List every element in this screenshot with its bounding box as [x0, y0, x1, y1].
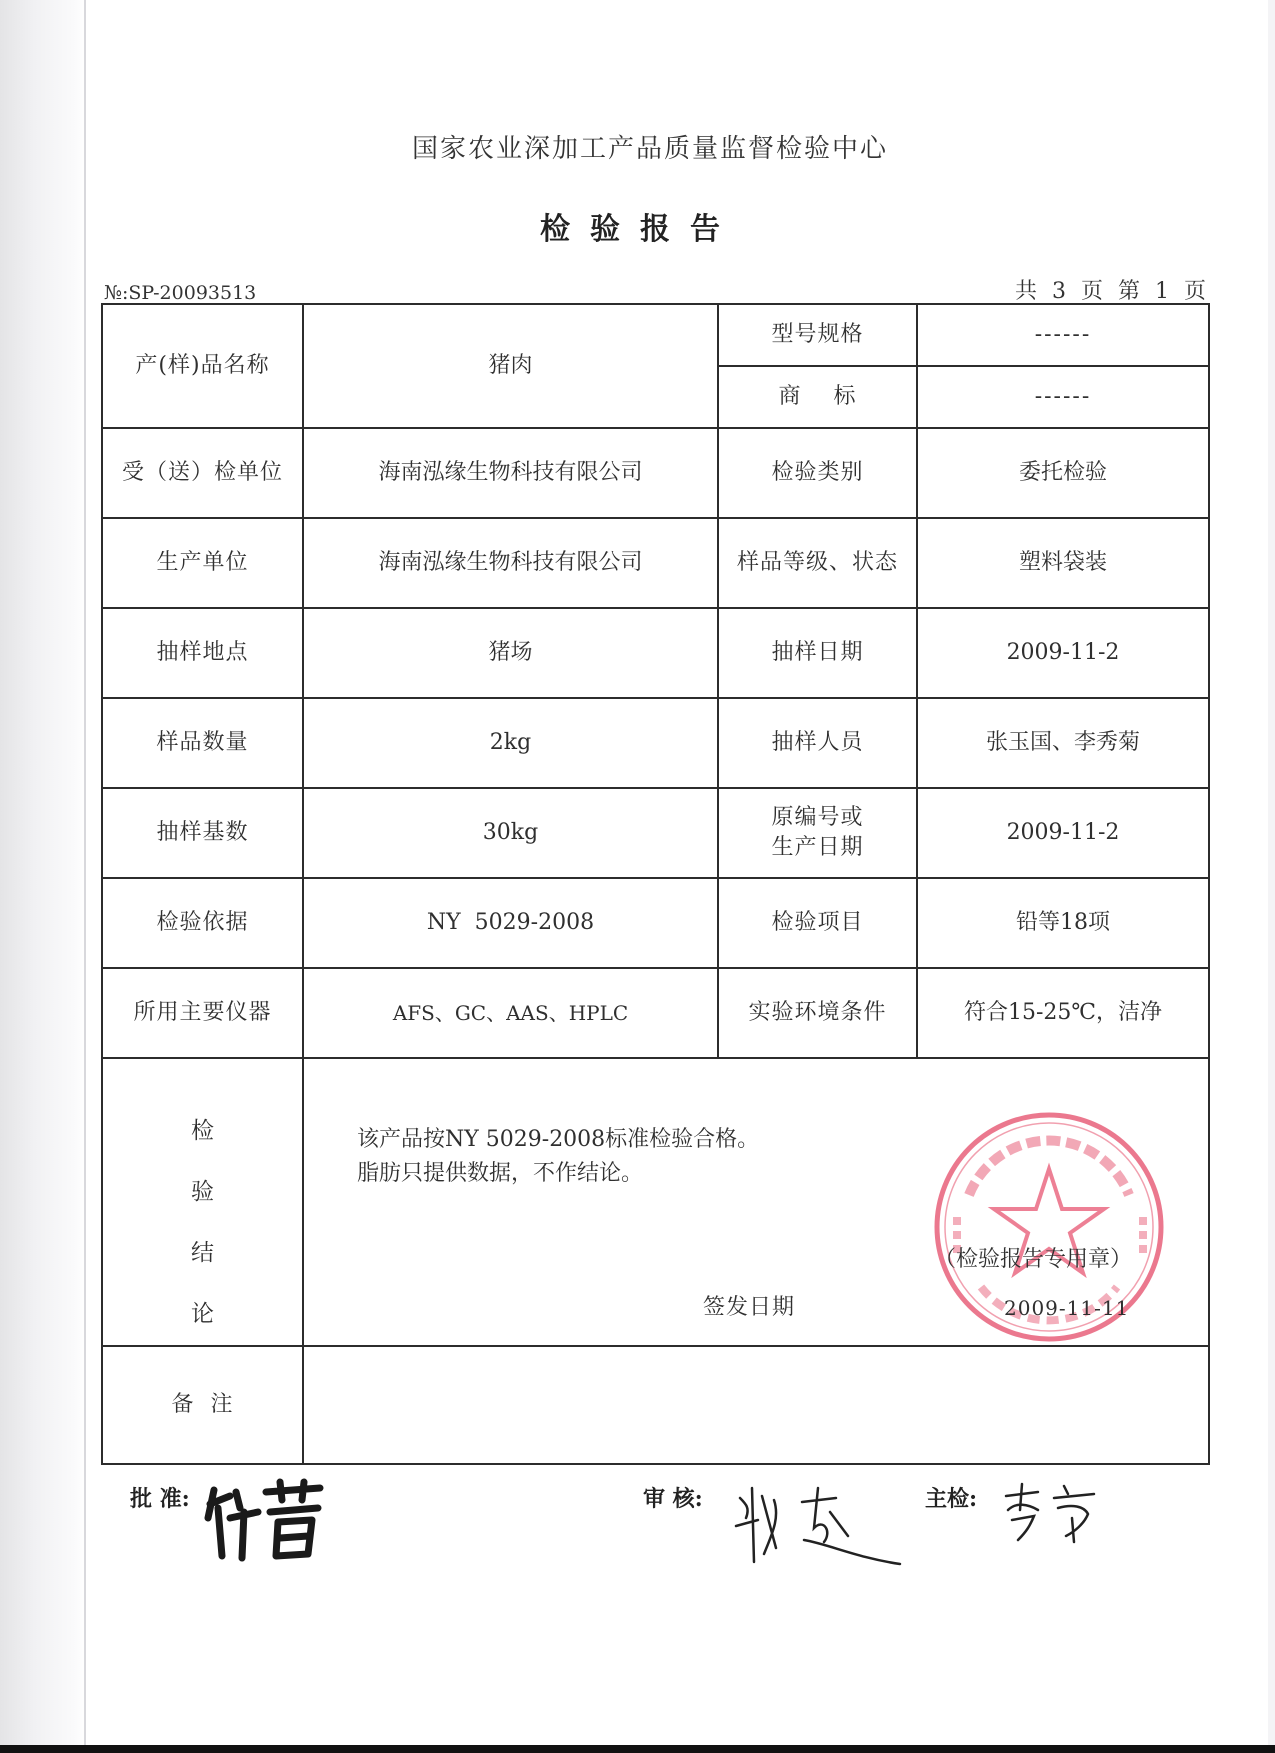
items-value: 铅等18项: [917, 878, 1209, 968]
model-spec-value: ------: [917, 304, 1209, 366]
trademark-value: ------: [917, 366, 1209, 428]
review-label: 审 核:: [643, 1486, 703, 1512]
binding-margin: [0, 0, 86, 1753]
sample-grade-label: 样品等级、状态: [718, 518, 917, 608]
table-row: [102, 304, 1209, 366]
page-bottom-edge: [0, 1745, 1275, 1753]
sampling-base-label: 抽样基数: [102, 788, 303, 878]
client-value: 海南泓缘生物科技有限公司: [303, 428, 718, 518]
instruments-label: 所用主要仪器: [102, 968, 303, 1058]
inspection-type-value: 委托检验: [917, 428, 1209, 518]
product-name-value: 猪肉: [303, 304, 718, 428]
table-row: [102, 1058, 1209, 1346]
conclusion-char: 结: [191, 1240, 214, 1266]
table-row: [102, 518, 1209, 608]
conclusion-line2: 脂肪只提供数据，不作结论。: [357, 1161, 644, 1186]
items-label: 检验项目: [718, 878, 917, 968]
table-row: [102, 788, 1209, 878]
conclusion-label: [102, 1058, 303, 1346]
table-row: [102, 698, 1209, 788]
env-value: 符合15-25℃，洁净: [917, 968, 1209, 1058]
basis-label: 检验依据: [102, 878, 303, 968]
chief-signature: [998, 1480, 1108, 1544]
sampler-label: 抽样人员: [718, 698, 917, 788]
approve-signature: [200, 1478, 330, 1568]
sampling-date-label: 抽样日期: [718, 608, 917, 698]
instruments-value: AFS、GC、AAS、HPLC: [303, 968, 718, 1058]
page-right-edge: [1268, 0, 1275, 1745]
sample-qty-value: 2kg: [303, 698, 718, 788]
table-row: [102, 608, 1209, 698]
page-info: 共 3 页 第 1 页: [1015, 279, 1210, 304]
report-number: №:SP-20093513: [104, 282, 257, 304]
product-name-label: 产(样)品名称: [102, 304, 303, 428]
trademark-label: 商 标: [718, 366, 917, 428]
sampling-base-value: 30kg: [303, 788, 718, 878]
seal-label: （检验报告专用章）: [934, 1247, 1133, 1272]
conclusion-char: 论: [191, 1301, 214, 1327]
basis-value: NY 5029-2008: [303, 878, 718, 968]
inspection-type-label: 检验类别: [718, 428, 917, 518]
conclusion-char: 检: [191, 1118, 214, 1144]
table-row: [102, 968, 1209, 1058]
env-label: 实验环境条件: [718, 968, 917, 1058]
doc-title: 检验报告: [540, 212, 740, 247]
table-row: [102, 1346, 1209, 1464]
conclusion-line1: 该产品按NY 5029-2008标准检验合格。: [357, 1127, 760, 1152]
orig-no-label-line1: 原编号或: [771, 805, 864, 830]
orig-no-label: [718, 788, 917, 878]
remarks-value: [303, 1346, 1209, 1464]
sample-grade-value: 塑料袋装: [917, 518, 1209, 608]
conclusion-content: [303, 1058, 1209, 1346]
orig-no-value: 2009-11-2: [917, 788, 1209, 878]
conclusion-char: 验: [191, 1179, 214, 1205]
producer-value: 海南泓缘生物科技有限公司: [303, 518, 718, 608]
approve-label: 批 准:: [130, 1486, 190, 1512]
chief-label: 主检:: [925, 1486, 978, 1512]
table-row: [102, 428, 1209, 518]
inspection-table: [101, 303, 1210, 1465]
issue-date-label: 签发日期: [703, 1295, 796, 1320]
sampling-date-value: 2009-11-2: [917, 608, 1209, 698]
remarks-label: 备 注: [102, 1346, 303, 1464]
table-row: [102, 878, 1209, 968]
sample-qty-label: 样品数量: [102, 698, 303, 788]
orig-no-label-line2: 生产日期: [771, 835, 864, 860]
client-label: 受（送）检单位: [102, 428, 303, 518]
producer-label: 生产单位: [102, 518, 303, 608]
sampling-place-label: 抽样地点: [102, 608, 303, 698]
binding-line: [84, 0, 86, 1753]
issue-date-value: 2009-11-11: [1004, 1296, 1130, 1320]
org-title: 国家农业深加工产品质量监督检验中心: [411, 134, 888, 164]
model-spec-label: 型号规格: [718, 304, 917, 366]
review-signature: [728, 1478, 908, 1568]
sampling-place-value: 猪场: [303, 608, 718, 698]
sampler-value: 张玉国、李秀菊: [917, 698, 1209, 788]
